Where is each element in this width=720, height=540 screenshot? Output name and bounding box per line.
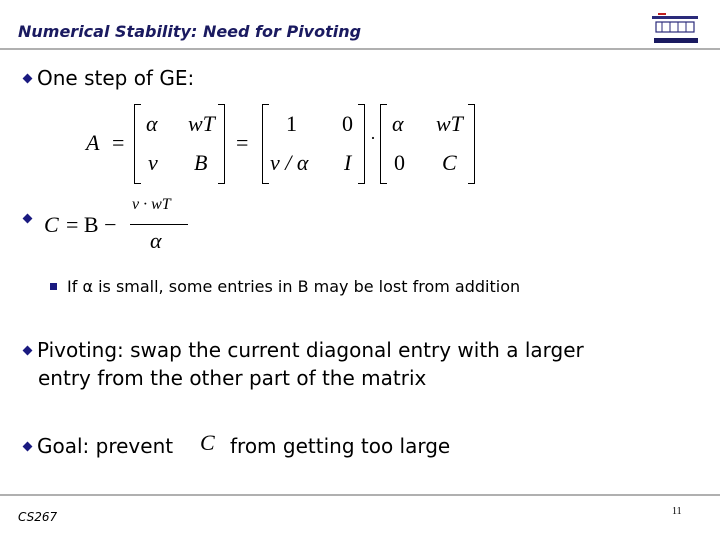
sub-bullet-text: If α is small, some entries in B may be lost from addition (67, 277, 521, 296)
diamond-bullet-icon (23, 441, 33, 451)
bullet-pivoting-cont: entry from the other part of the matrix (38, 366, 427, 390)
schur-numerator: v · wT (132, 196, 171, 213)
page-number: 11 (672, 506, 682, 517)
m2-zero: 0 (342, 111, 353, 136)
square-bullet-icon (50, 283, 57, 290)
goal-C-symbol: C (200, 430, 215, 455)
m3-alpha: α (392, 111, 404, 136)
course-label: CS267 (18, 510, 58, 524)
schur-denominator: α (150, 228, 162, 253)
schur-C: C (44, 212, 59, 237)
equals-sign-2: = (236, 130, 249, 155)
slide-title: Numerical Stability: Need for Pivoting (18, 22, 362, 41)
dot-operator: · (370, 128, 376, 148)
m2-one: 1 (286, 111, 297, 136)
bullet-text: One step of GE: (37, 66, 195, 90)
lhs-A: A (86, 130, 100, 155)
fraction-bar (130, 224, 188, 225)
m3-zero: 0 (394, 150, 405, 175)
schur-eq: = B − (66, 212, 117, 237)
m3-wT: wT (436, 111, 463, 136)
m2-v-over-alpha: v / α (270, 150, 309, 175)
m1-wT: wT (188, 111, 215, 136)
bullet-goal-suffix: from getting too large (230, 434, 451, 458)
bullet-text: Goal: prevent (37, 434, 174, 458)
m3-C: C (442, 150, 457, 175)
bullet-goal (22, 432, 173, 460)
sub-bullet-alpha-small (50, 276, 520, 298)
bullet-pivoting (22, 336, 584, 364)
footer-divider (0, 494, 720, 496)
m2-I: I (344, 150, 352, 175)
m1-alpha: α (146, 111, 158, 136)
bullet-text: Pivoting: swap the current diagonal entry with a larger (37, 338, 584, 362)
m1-v: v (148, 150, 158, 175)
m1-B: B (194, 150, 208, 175)
diamond-bullet-icon (23, 345, 33, 355)
equals-sign: = (112, 130, 125, 155)
